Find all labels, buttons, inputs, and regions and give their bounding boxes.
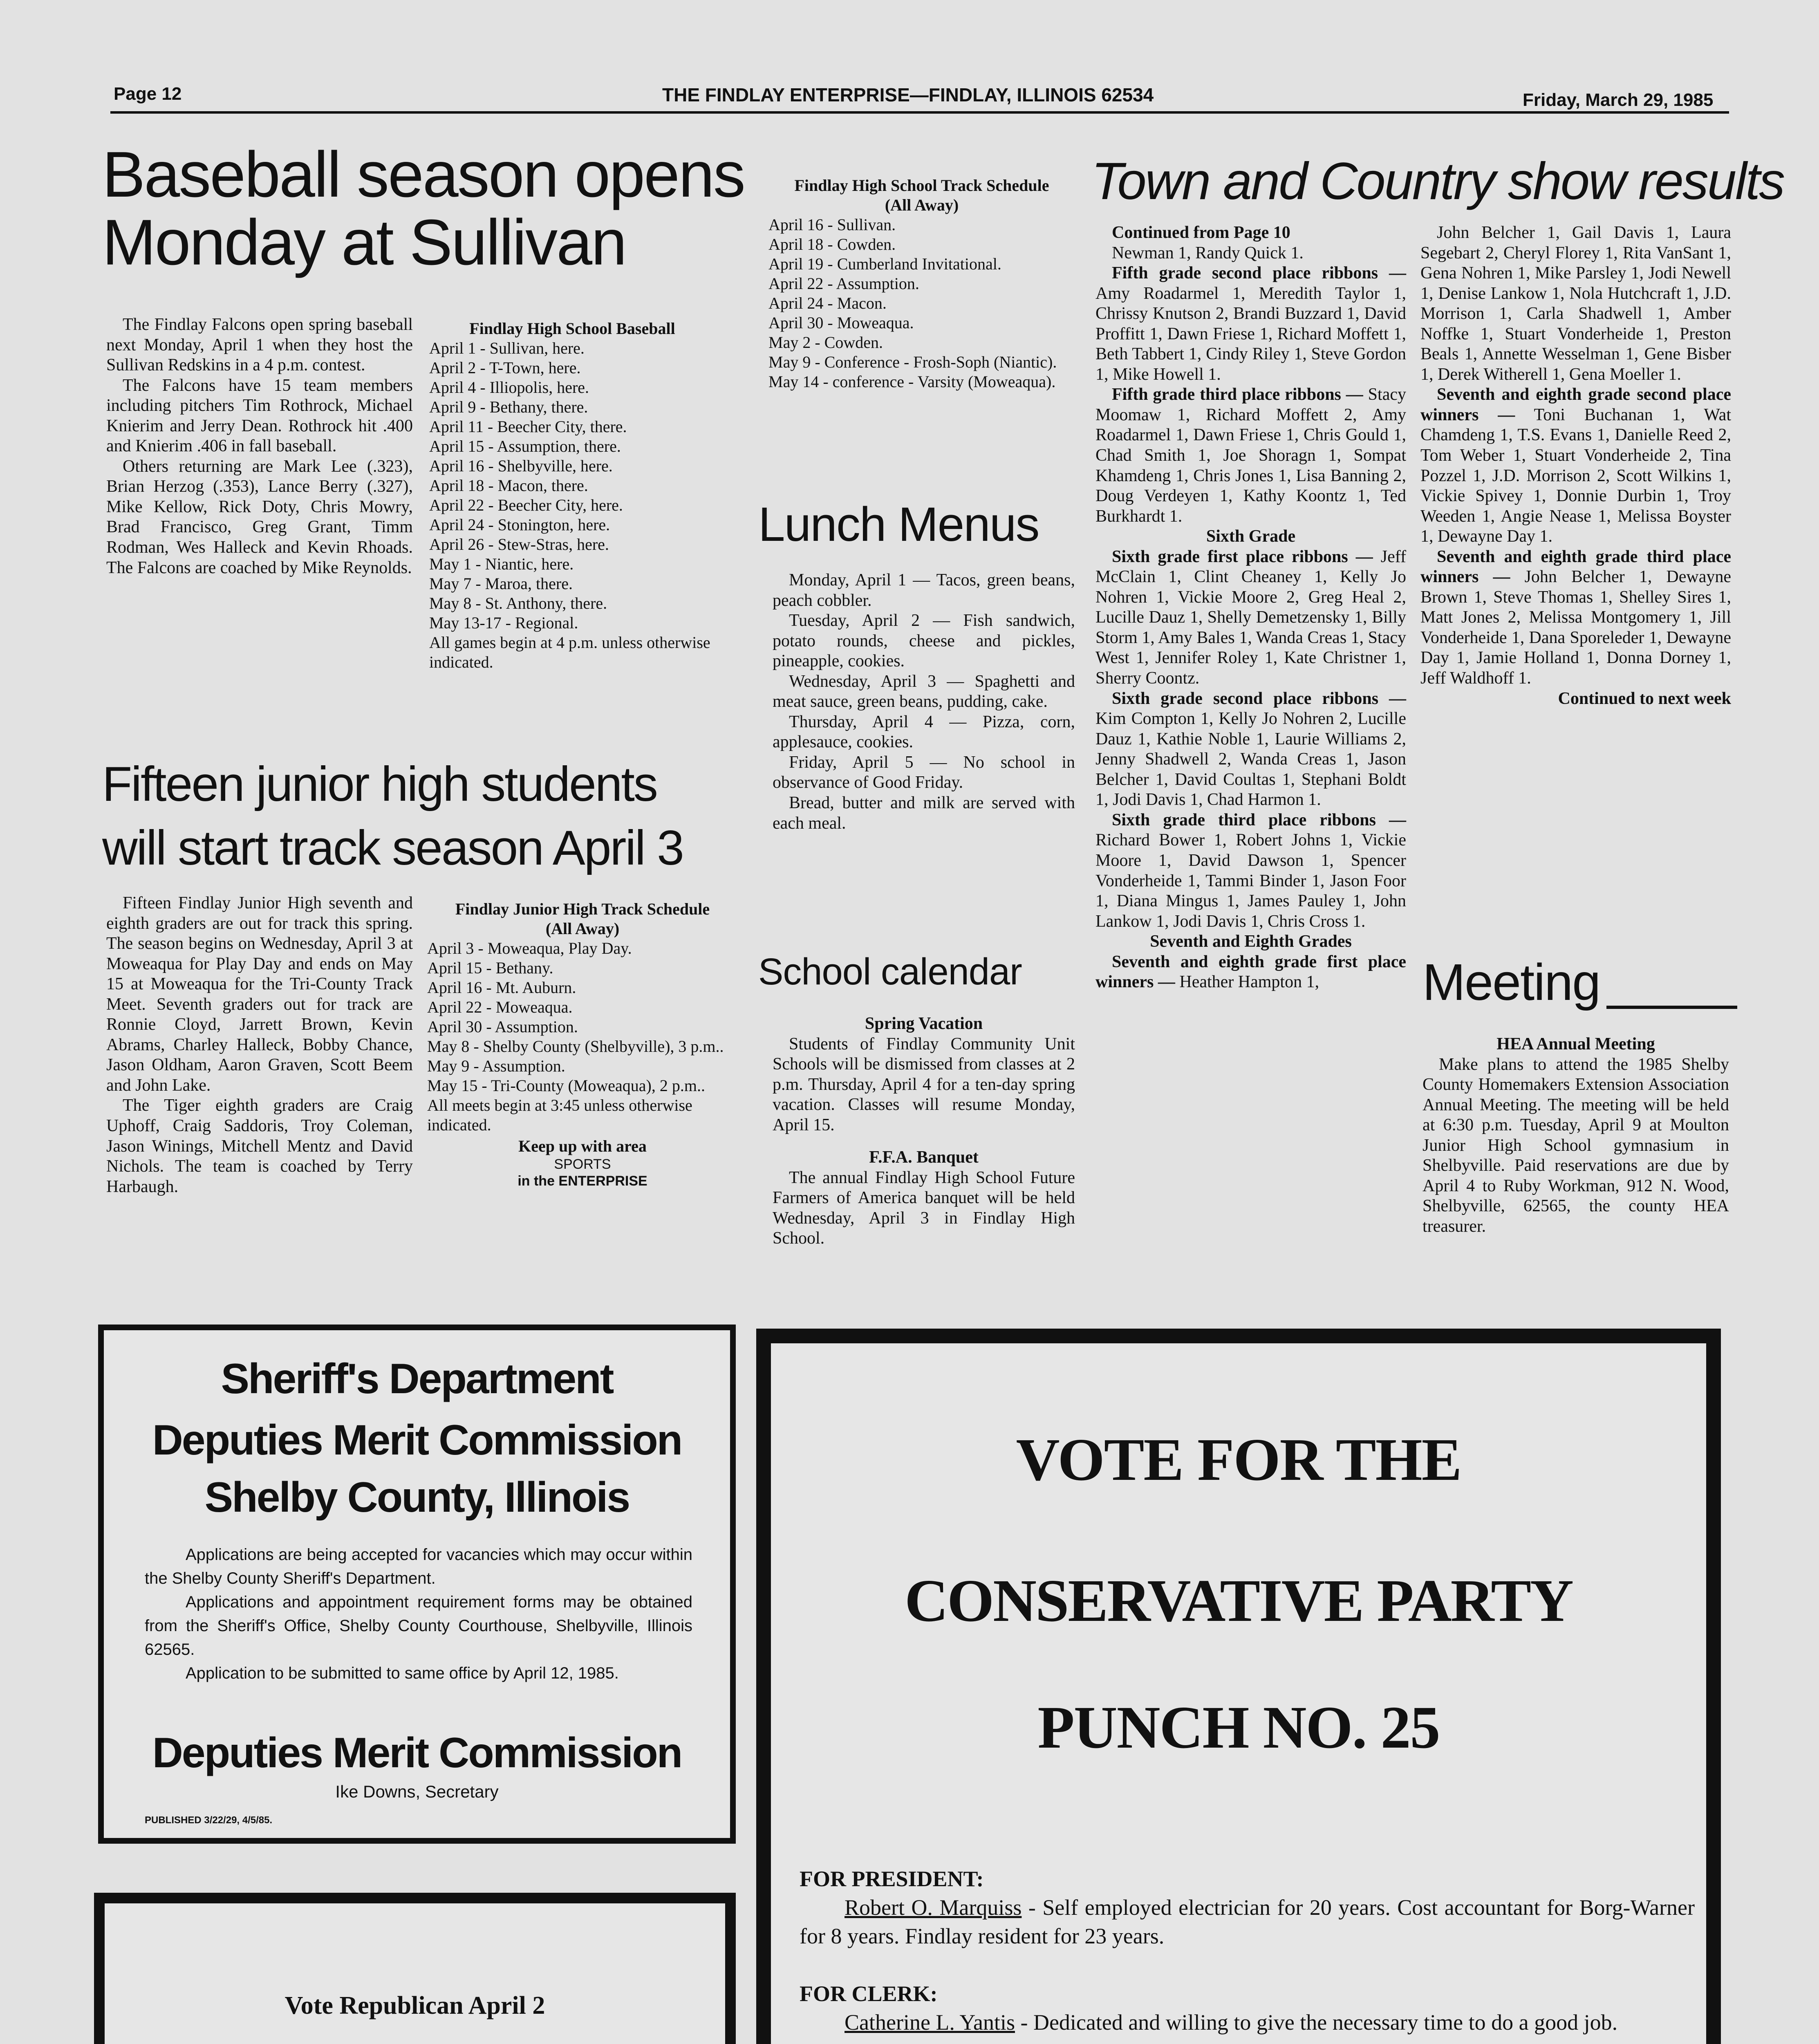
julius-ad bbox=[94, 1893, 736, 2044]
hs-track-schedule-item: May 14 - conference - Varsity (Moweaqua). bbox=[768, 372, 1056, 391]
president-label: FOR PRESIDENT: bbox=[800, 1867, 984, 1891]
results-names: Jeff McClain 1, Clint Cheaney 1, Kelly Jo Nohren 1, Vickie Moore 2, Greg Heal 2, Lucille Dauz 1, Shelly Demetzensky 1, Billy Storm 1, Amy Bales 1, Wanda Creas 1, Stacy West 1, Jennifer Roley 1, Kate Christner 1, Sherry Coontz. bbox=[1095, 547, 1406, 688]
baseball-schedule-item: April 2 - T-Town, here. bbox=[429, 359, 581, 377]
results-paragraph bbox=[1095, 243, 1406, 264]
results-names: Newman 1, Randy Quick 1. bbox=[1112, 243, 1304, 262]
baseball-schedule-item: All games begin at 4 p.m. unless otherwise indicated. bbox=[429, 633, 710, 671]
calendar-paragraph: The annual Findlay High School Future Farmers of America banquet will be held Wednesday, April 3 in Findlay High School. bbox=[773, 1168, 1075, 1248]
conservative-ad-body bbox=[800, 1865, 1695, 2044]
sheriff-ad bbox=[98, 1325, 736, 1844]
conservative-ad-h1: VOTE FOR THE bbox=[1016, 1426, 1461, 1493]
hs-track-sub: (All Away) bbox=[885, 196, 959, 214]
track-schedule-item: May 8 - Shelby County (Shelbyville), 3 p.m.. bbox=[427, 1037, 724, 1056]
lunch-headline: Lunch Menus bbox=[758, 498, 1039, 551]
town-country-col2 bbox=[1420, 223, 1731, 709]
results-paragraph bbox=[1095, 223, 1406, 243]
sports-promo-line3: in the ENTERPRISE bbox=[517, 1173, 647, 1189]
president-desc: - Self employed electrician for 20 years. Cost accountant for Borg-Warner for 8 years. Findlay resident for 23 years. bbox=[800, 1895, 1695, 1949]
baseball-schedule bbox=[429, 319, 715, 672]
baseball-headline-line2: Monday at Sullivan bbox=[102, 206, 626, 278]
track-schedule-item: April 15 - Bethany. bbox=[427, 959, 553, 977]
town-country-col1 bbox=[1095, 223, 1406, 993]
track-schedule-item: April 30 - Assumption. bbox=[427, 1018, 578, 1036]
results-names: Heather Hampton 1, bbox=[1175, 973, 1319, 992]
sheriff-ad-paragraph: Applications and appointment requirement forms may be obtained from the Sheriff's Office, Shelby County Courthouse, Shelbyville, Illinois 62565. bbox=[145, 1593, 692, 1659]
track-headline bbox=[102, 752, 683, 880]
baseball-schedule-item: April 4 - Illiopolis, here. bbox=[429, 378, 589, 397]
results-names: Amy Roadarmel 1, Meredith Taylor 1, Chrissy Knutson 2, Brandi Buzzard 1, David Proffitt 1, Dawn Friese 1, Richard Moffett 1, Beth Tabbert 1, Cindy Riley 1, Steve Gordon 1, Mike Howell 1. bbox=[1095, 284, 1406, 384]
results-category: Seventh and eighth grade second place winners — bbox=[1420, 385, 1731, 424]
baseball-schedule-item: April 1 - Sullivan, here. bbox=[429, 339, 585, 357]
baseball-paragraph: Others returning are Mark Lee (.323), Brian Herzog (.353), Lance Berry (.327), Mike Kellow, Rick Doty, Chris Mowry, Brad Francisco, Greg Grant, Timm Rodman, Wes Halleck and Kevin Rhoads. The Falcons are coached by Mike Reynolds. bbox=[106, 457, 413, 577]
lunch-menu bbox=[773, 570, 1075, 834]
calendar-subhead: F.F.A. Banquet bbox=[869, 1148, 979, 1167]
sheriff-ad-paragraph: Applications are being accepted for vacancies which may occur within the Shelby County Sheriff's Department. bbox=[145, 1546, 692, 1587]
page-number: Page 12 bbox=[114, 84, 182, 104]
results-paragraph bbox=[1095, 952, 1406, 993]
results-category: Fifth grade second place ribbons — bbox=[1112, 264, 1406, 283]
results-names: Richard Bower 1, Robert Johns 1, Vickie Moore 1, David Dawson 1, Spencer Vonderheide 1, Tammi Binder 1, Jason Foor 1, Diana Mingus 1, James Pauley 1, John Lankow 1, Jodi Davis 1, Chris Cross 1. bbox=[1095, 831, 1406, 931]
baseball-schedule-title: Findlay High School Baseball bbox=[469, 319, 675, 338]
lunch-menu-item: Thursday, April 4 — Pizza, corn, applesauce, cookies. bbox=[773, 712, 1075, 752]
baseball-schedule-item: May 8 - St. Anthony, there. bbox=[429, 594, 607, 612]
track-article bbox=[106, 893, 413, 1197]
clerk-label: FOR CLERK: bbox=[800, 1981, 938, 2006]
track-paragraph: Fifteen Findlay Junior High seventh and eighth graders are out for track this spring. The season begins on Wednesday, April 3 at Moweaqua for Play Day and ends on May 15 at Moweaqua for the Tri-County Track Meet. Seventh graders out for track are Ronnie Cloyd, Jarrett Brown, Kevin Abrams, Charley Halleck, Bobby Chance, Jason Oldham, Aaron Graven, Scott Beem and John Lake. bbox=[106, 894, 413, 1095]
baseball-schedule-item: April 9 - Bethany, there. bbox=[429, 398, 588, 416]
clerk-entry bbox=[800, 2008, 1695, 2037]
sheriff-ad-body bbox=[145, 1543, 692, 1685]
jh-track-schedule bbox=[427, 899, 738, 1190]
baseball-schedule-item: April 16 - Shelbyville, here. bbox=[429, 457, 613, 475]
issue-date: Friday, March 29, 1985 bbox=[1523, 90, 1714, 110]
president-entry bbox=[800, 1893, 1695, 1950]
results-paragraph bbox=[1095, 547, 1406, 689]
results-paragraph bbox=[1095, 263, 1406, 385]
hs-track-schedule-item: May 9 - Conference - Frosh-Soph (Niantic). bbox=[768, 353, 1057, 371]
sheriff-ad-line2: Deputies Merit Commission bbox=[152, 1416, 682, 1464]
track-schedule-item: May 15 - Tri-County (Moweaqua), 2 p.m.. bbox=[427, 1076, 705, 1095]
track-schedule-item: All meets begin at 3:45 unless otherwise indicated. bbox=[427, 1096, 692, 1134]
results-paragraph bbox=[1095, 385, 1406, 527]
hs-track-schedule-item: April 24 - Macon. bbox=[768, 294, 887, 312]
meeting-headline: Meeting bbox=[1422, 953, 1600, 1011]
baseball-schedule-item: May 13-17 - Regional. bbox=[429, 614, 578, 632]
baseball-schedule-item: May 7 - Maroa, there. bbox=[429, 574, 573, 593]
baseball-schedule-item: April 11 - Beecher City, there. bbox=[429, 417, 627, 436]
results-category: Fifth grade third place ribbons — bbox=[1112, 385, 1363, 404]
results-paragraph bbox=[1095, 527, 1406, 547]
results-category: Sixth Grade bbox=[1206, 527, 1296, 546]
baseball-schedule-item: April 15 - Assumption, there. bbox=[429, 437, 621, 455]
results-names: Kim Compton 1, Kelly Jo Nohren 2, Lucille Dauz 1, Kathie Noble 1, Laurie Williams 2, Jenny Shadwell 2, Wanda Creas 1, Jason Belcher 1, David Coultas 1, Stephani Boldt 1, Jodi Davis 1, Chad Harmon 1. bbox=[1095, 709, 1406, 809]
hs-track-schedule-item: April 22 - Assumption. bbox=[768, 274, 919, 293]
meeting-article bbox=[1422, 1034, 1729, 1237]
sheriff-ad-paragraph: Application to be submitted to same office by April 12, 1985. bbox=[186, 1664, 619, 1682]
track-schedule-item: April 3 - Moweaqua, Play Day. bbox=[427, 939, 632, 957]
sheriff-ad-line1: Sheriff's Department bbox=[221, 1355, 613, 1403]
lunch-menu-item: Tuesday, April 2 — Fish sandwich, potato rounds, cheese and pickles, pineapple, cookies. bbox=[773, 611, 1075, 671]
track-schedule-item: April 16 - Mt. Auburn. bbox=[427, 978, 576, 997]
results-paragraph bbox=[1095, 810, 1406, 932]
jh-track-schedule-sub: (All Away) bbox=[545, 919, 620, 938]
hs-track-schedule-item: April 30 - Moweaqua. bbox=[768, 314, 914, 332]
town-country-headline: Town and Country show results bbox=[1091, 152, 1784, 211]
baseball-schedule-item: May 1 - Niantic, here. bbox=[429, 555, 574, 573]
lunch-menu-item: Bread, butter and milk are served with each meal. bbox=[773, 793, 1075, 833]
results-paragraph bbox=[1420, 547, 1731, 689]
baseball-schedule-item: April 26 - Stew-Stras, here. bbox=[429, 535, 609, 554]
results-paragraph bbox=[1095, 932, 1406, 952]
results-category: Sixth grade first place ribbons — bbox=[1112, 547, 1373, 566]
results-names: John Belcher 1, Gail Davis 1, Laura Segebart 2, Cheryl Florey 1, Rita VanSant 1, Gena Nohren 1, Mike Parsley 1, Jodi Newell 1, Denise Lankow 1, Nola Hutchcraft 1, J.D. Morrison 1, Carla Shadwell 1, Amber Noffke 1, Stuart Vonderheide 1, Preston Beals 1, Annette Wesselman 1, Gene Bisber 1, Derek Witherell 1, Gena Moeller 1. bbox=[1420, 223, 1731, 384]
results-category: Seventh and eighth grade third place winners — bbox=[1420, 547, 1731, 587]
hs-track-title: Findlay High School Track Schedule bbox=[794, 176, 1049, 195]
baseball-paragraph: The Falcons have 15 team members including pitchers Tim Rothrock, Michael Knierim and Jerry Dean. Rothrock hit .400 and Knierim .406 in fall baseball. bbox=[106, 376, 413, 456]
julius-ad-top: Vote Republican April 2 bbox=[284, 1992, 545, 2019]
results-names: John Belcher 1, Dewayne Brown 1, Steve Thomas 1, Shelley Sires 1, Matt Jones 2, Melissa Montgomery 1, Jill Vonderheide 1, Dana Sporeleder 1, Dewayne Day 1, Jamie Holland 1, Donna Dorney 1, Jeff Waldhoff 1. bbox=[1420, 567, 1731, 688]
hs-track-schedule-item: April 16 - Sullivan. bbox=[768, 215, 896, 234]
results-paragraph bbox=[1095, 689, 1406, 810]
results-category: Seventh and eighth grade first place winners — bbox=[1095, 952, 1406, 992]
track-schedule-item: April 22 - Moweaqua. bbox=[427, 998, 573, 1016]
conservative-ad-h2: CONSERVATIVE PARTY bbox=[905, 1567, 1573, 1634]
baseball-headline bbox=[102, 141, 744, 277]
sports-promo-line2: SPORTS bbox=[554, 1156, 611, 1172]
track-headline-line2: will start track season April 3 bbox=[102, 820, 683, 875]
calendar-paragraph: Students of Findlay Community Unit Schools will be dismissed from classes at 2 p.m. Thursday, April 4 for a ten-day spring vacation. Classes will resume Monday, April 15. bbox=[773, 1034, 1075, 1134]
baseball-paragraph: The Findlay Falcons open spring baseball next Monday, April 1 when they host the Sullivan Redskins in a 4 p.m. contest. bbox=[106, 315, 413, 375]
conservative-ad bbox=[756, 1329, 1721, 2044]
track-paragraph: The Tiger eighth graders are Craig Uphoff, Craig Saddoris, Troy Coleman, Jason Winings, Mitchell Mentz and David Nichols. The team is coached by Terry Harbaugh. bbox=[106, 1096, 413, 1196]
conservative-ad-h3: PUNCH NO. 25 bbox=[1037, 1694, 1440, 1761]
baseball-article bbox=[106, 315, 413, 578]
sheriff-ad-line3: Shelby County, Illinois bbox=[204, 1474, 629, 1521]
baseball-headline-line1: Baseball season opens bbox=[102, 139, 744, 211]
lunch-menu-item: Monday, April 1 — Tacos, green beans, peach cobbler. bbox=[773, 571, 1075, 610]
meeting-subhead: HEA Annual Meeting bbox=[1496, 1035, 1655, 1053]
meeting-rule bbox=[1606, 1006, 1737, 1009]
results-paragraph bbox=[1420, 385, 1731, 547]
sheriff-ad-published: PUBLISHED 3/22/29, 4/5/85. bbox=[145, 1815, 273, 1826]
results-category: Sixth grade third place ribbons — bbox=[1112, 810, 1406, 829]
meeting-paragraph: Make plans to attend the 1985 Shelby County Homemakers Extension Association Annual Meeting. The meeting will be held at 6:30 p.m. Tuesday, April 9 at Moulton Junior High School gymnasium in Shelbyville. Paid reservations are due by April 4 to Ruby Workman, 912 N. Wood, Shelbyville, 62565, the county HEA treasurer. bbox=[1422, 1055, 1729, 1236]
lunch-menu-item: Wednesday, April 3 — Spaghetti and meat sauce, green beans, pudding, cake. bbox=[773, 672, 1075, 711]
hs-track-schedule-item: April 19 - Cumberland Invitational. bbox=[768, 255, 1001, 273]
results-paragraph bbox=[1420, 689, 1731, 709]
baseball-schedule-item: April 18 - Macon, there. bbox=[429, 476, 588, 495]
sheriff-ad-secretary: Ike Downs, Secretary bbox=[335, 1782, 499, 1801]
hs-track-schedule-item: May 2 - Cowden. bbox=[768, 333, 883, 352]
lunch-menu-item: Friday, April 5 — No school in observance of Good Friday. bbox=[773, 753, 1075, 792]
president-name: Robert O. Marquiss bbox=[845, 1895, 1022, 1920]
hs-track-schedule bbox=[768, 176, 1075, 392]
baseball-schedule-item: April 22 - Beecher City, here. bbox=[429, 496, 623, 514]
results-paragraph bbox=[1420, 223, 1731, 385]
calendar-headline: School calendar bbox=[758, 951, 1022, 993]
results-category: Continued to next week bbox=[1558, 689, 1731, 708]
masthead: THE FINDLAY ENTERPRISE—FINDLAY, ILLINOIS 62534 bbox=[662, 84, 1154, 105]
calendar-subhead: Spring Vacation bbox=[865, 1014, 983, 1033]
results-names: Stacy Moomaw 1, Richard Moffett 2, Amy Roadarmel 1, Dawn Friese 1, Chris Gould 1, Chad Smith 1, Joe Shoragn 1, Sompat Khamdeng 1, Chris Jones 1, Lisa Banning 2, Doug Verdeyen 1, Kathy Koontz 1, Ted Burkhardt 1. bbox=[1095, 385, 1406, 526]
hs-track-schedule-item: April 18 - Cowden. bbox=[768, 235, 896, 253]
clerk-desc: - Dedicated and willing to give the necessary time to do a good job. bbox=[1015, 2010, 1618, 2035]
results-category: Seventh and Eighth Grades bbox=[1150, 932, 1352, 951]
jh-track-schedule-title: Findlay Junior High Track Schedule bbox=[455, 900, 710, 918]
results-names: Toni Buchanan 1, Wat Chamdeng 1, T.S. Evans 1, Danielle Reed 2, Tom Weber 1, Stuart Vonderheide 2, Tina Pozzel 1, J.D. Morrison 2, Scott Wilkins 1, Vickie Spivey 1, Donnie Durbin 1, Troy Weeden 1, Angie Nease 1, Melissa Boyster 1, Dewayne Day 1. bbox=[1420, 405, 1731, 546]
clerk-name: Catherine L. Yantis bbox=[845, 2010, 1015, 2035]
sheriff-ad-signature: Deputies Merit Commission bbox=[152, 1729, 682, 1777]
baseball-schedule-item: April 24 - Stonington, here. bbox=[429, 515, 610, 534]
calendar-article bbox=[773, 1014, 1075, 1249]
header-rule bbox=[110, 111, 1729, 114]
results-category: Sixth grade second place ribbons — bbox=[1112, 689, 1406, 708]
results-category: Continued from Page 10 bbox=[1112, 223, 1290, 242]
sports-promo-line1: Keep up with area bbox=[518, 1137, 647, 1155]
track-headline-line1: Fifteen junior high students bbox=[102, 757, 657, 811]
track-schedule-item: May 9 - Assumption. bbox=[427, 1057, 565, 1075]
